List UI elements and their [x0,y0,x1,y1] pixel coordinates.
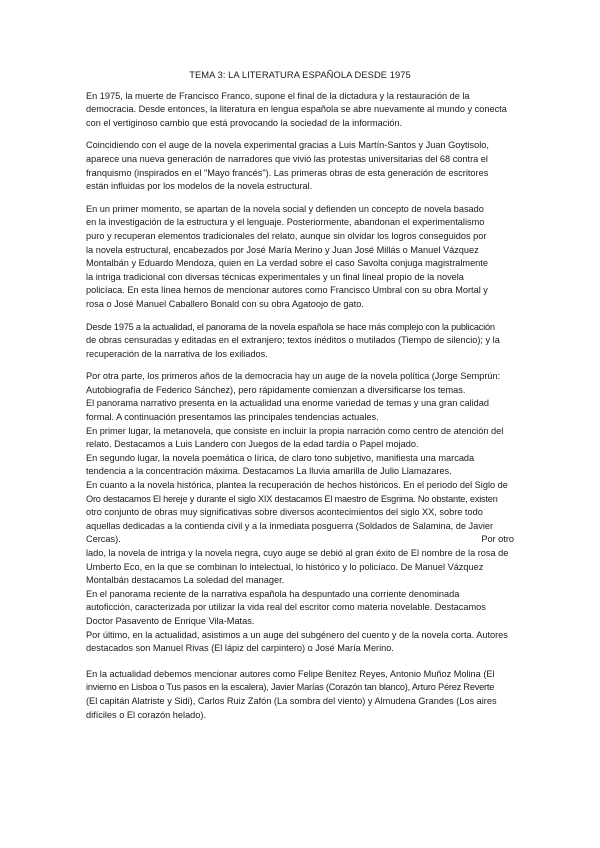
text-line: de obras censuradas y editadas en el extranjero; textos inéditos o mutilados (Tiempo de silencio); y la [86,335,500,346]
text-line: Coincidiendo con el auge de la novela experimental gracias a Luis Martín-Santos y Juan Goytisolo, [86,140,489,151]
text-line: En primer lugar, la metanovela, que consiste en incluir la propia narración como centro de atención del [86,425,504,436]
document-title: TEMA 3: LA LITERATURA ESPAÑOLA DESDE 1975 [189,69,411,80]
text-line: Doctor Pasavento de Enrique Vila-Matas. [86,615,255,626]
text-line: recuperación de la narrativa de los exiliados. [86,348,268,359]
text-line: formal. A continuación presentamos las principales tendencias actuales. [86,412,379,423]
text-line: están influidas por los modelos de la novela estructural. [86,181,313,192]
text-line: en la investigación de la estructura y el lenguaje. Posteriormente, abandonan el experimentalismo [86,217,485,228]
paragraph-generation [86,139,514,193]
paragraph-intro [86,90,514,131]
text-line: franquismo (inspirados en el "Mayo francés"). Las primeras obras de esta generación de escritores [86,167,489,178]
text-line: En 1975, la muerte de Francisco Franco, supone el final de la dictadura y la restauración de la [86,90,470,101]
text-line: Por último, en la actualidad, asistimos a un auge del subgénero del cuento y de la novela corta. Autores [86,629,508,640]
text-line: Montalbán y Eduardo Mendoza, quien en La verdad sobre el caso Savolta conjuga magistralmente [86,258,488,269]
paragraph-since-1975 [86,321,514,362]
text-line: lado, la novela de intriga y la novela negra, cuyo auge se debió al gran éxito de El nombre de la rosa de [86,548,509,558]
text-line: con el vertiginoso cambio que está provocando la sociedad de la información. [86,117,403,128]
text-line: destacados son Manuel Rivas (El lápiz del carpintero) o José María Merino. [86,643,394,654]
text-fragment: Cercas). [86,534,121,545]
text-line: En un primer momento, se apartan de la novela social y defienden un concepto de novela basado [86,203,484,214]
text-line: Por otra parte, los primeros años de la democracia hay un auge de la novela política (Jorge Semprún: [86,371,501,382]
text-line: tendencia a la concentración máxima. Destacamos La lluvia amarilla de Julio Llamazares. [86,466,452,477]
text-line: la novela estructural, encabezados por José María Merino y Juan José Millás o Manuel Vázquez [86,244,479,255]
text-fragment-right: Por otro [481,534,514,545]
text-line: democracia. Desde entonces, la literatura en lengua española se abre nuevamente al mundo y conecta [86,104,507,115]
text-line: puro y recuperan elementos tradicionales del relato, aunque sin olvidar los logros conseguidos por [86,230,487,241]
text-line: difíciles o El corazón helado). [86,709,207,720]
text-line: autoficción, caracterizada por utilizar la vida real del escritor como materia novelable. Destacamos [86,602,486,613]
text-line: Autobiografía de Federico Sánchez), pero rápidamente comienzan a diversificarse los temas. [86,384,466,395]
text-line: En segundo lugar, la novela poemática o lírica, de claro tono subjetivo, manifiesta una marcada [86,452,475,463]
text-line: Oro destacamos El hereje y durante el siglo XIX destacamos El maestro de Esgrima. No obstante, existen [86,493,498,504]
paragraph-first-moment [86,203,514,312]
text-line-with-tail [86,533,514,547]
text-line: En cuanto a la novela histórica, plantea la recuperación de hechos históricos. En el periodo del Siglo de [86,480,508,491]
text-line: (El capitán Alatriste y Sidi), Carlos Ruiz Zafón (La sombra del viento) y Almudena Grandes (Los aires [86,695,497,706]
paragraph-authors [86,668,514,722]
text-line: Montalbán destacamos La soledad del manager. [86,575,285,586]
text-line: policíaca. En esta línea hemos de mencionar autores como Francisco Umbral con su obra Mortal y [86,285,488,296]
text-line: En la actualidad debemos mencionar autores como Felipe Benítez Reyes, Antonio Muñoz Molina (El [86,668,495,679]
text-line: la intriga tradicional con diversas técnicas experimentales y un final lineal propio de la novela [86,271,464,282]
text-line: invierno en Lisboa o Tus pasos en la escalera), Javier Marías (Corazón tan blanco), Arturo Pérez Reverte [86,682,495,693]
text-line: relato. Destacamos a Luis Landero con Juegos de la edad tardía o Papel mojado. [86,439,419,450]
text-line: En el panorama reciente de la narrativa española ha despuntado una corriente denominada [86,588,460,599]
text-line: El panorama narrativo presenta en la actualidad una enorme variedad de temas y una gran calidad [86,398,489,409]
text-line: aquellas dedicadas a la contienda civil y a la inmediata posguerra (Soldados de Salamina, de Javier [86,520,494,531]
text-line: aparece una nueva generación de narradores que vivió las protestas universitarias del 68 contra el [86,153,488,164]
text-line: rosa o José Manuel Caballero Bonald con su obra Agatoojo de gato. [86,298,364,309]
text-line: otro conjunto de obras muy significativas sobre diversos acontecimientos del siglo XX, sobre todo [86,507,483,518]
text-line: Desde 1975 a la actualidad, el panorama de la novela española se hace más complejo con la publicación [86,321,495,332]
text-line: Umberto Eco, en la que se combinan lo intelectual, lo histórico y lo policíaco. De Manuel Vázquez [86,561,484,572]
paragraph-tendencies [86,370,514,655]
